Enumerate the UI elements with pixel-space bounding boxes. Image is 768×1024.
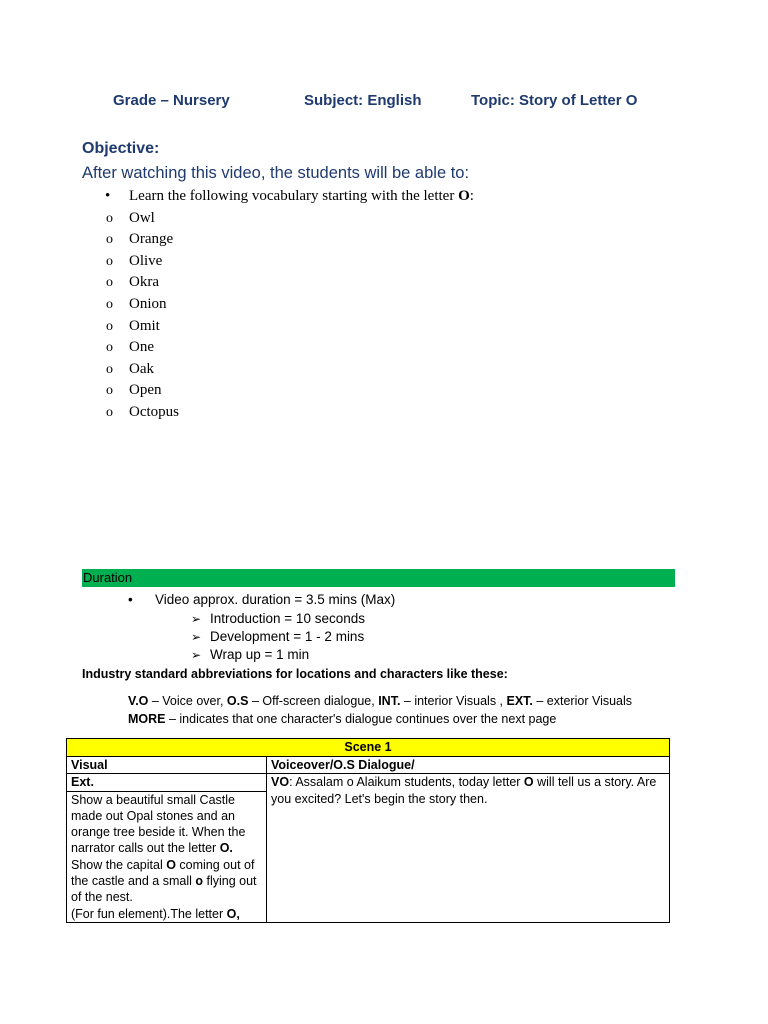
duration-main-text: Video approx. duration = 3.5 mins (Max) [155,592,396,607]
arrow-bullet-icon: ➢ [191,647,202,662]
circle-bullet-icon: o [106,404,113,420]
duration-heading-bar [82,569,675,587]
scene-title: Scene 1 [67,739,670,757]
duration-item: ➢ Wrap up = 1 min [191,646,310,662]
bullet-icon: • [105,188,111,204]
vocabulary-word: o Omit [104,316,474,338]
duration-breakdown-list [191,610,365,663]
circle-bullet-icon: o [106,210,113,226]
vocabulary-lead-text: Learn the following vocabulary starting with the letter [129,188,459,204]
duration-title: Duration [83,570,133,585]
circle-bullet-icon: o [106,275,113,291]
duration-item: ➢ Development = 1 - 2 mins [191,628,365,644]
objective-intro: After watching this video, the students will be able to: [82,164,470,182]
circle-bullet-icon: o [106,232,113,248]
objective-title: Objective: [82,140,160,157]
arrow-bullet-icon: ➢ [191,612,202,626]
visual-location-label: Ext. [67,774,267,791]
voiceover-cell: VO: Assalam o Alaikum students, today letter O will tell us a story. Are you excited? Let's begin the story then. [267,774,670,923]
abbreviations-title: Industry standard abbreviations for locations and characters like these: [82,667,508,681]
vocabulary-lead-item [104,186,474,208]
vocabulary-word: o Open [104,380,474,402]
vocabulary-lead-letter: O [458,188,470,204]
subject-label: Subject: English [304,92,422,109]
vocabulary-word: o Owl [104,208,474,230]
scene-table [66,738,670,923]
abbreviations-line-2: MORE – indicates that one character's dialogue continues over the next page [128,712,557,726]
bullet-icon: • [128,592,133,607]
topic-label: Topic: Story of Letter O [471,92,638,109]
circle-bullet-icon: o [106,383,113,399]
circle-bullet-icon: o [106,296,113,312]
vocabulary-word: o Oak [104,359,474,381]
vocabulary-list [104,186,474,424]
arrow-bullet-icon: ➢ [191,629,202,644]
vocabulary-word: o Octopus [104,402,474,424]
vocabulary-word: o Orange [104,229,474,251]
visual-description-cell: Show a beautiful small Castle made out Opal stones and an orange tree beside it. When the narrator calls out the letter O. Show the capital O coming out of the castle and a small o flying out of the nest. (For fun element).The letter O, [67,791,267,922]
circle-bullet-icon: o [106,340,113,356]
circle-bullet-icon: o [106,253,113,269]
column-header-visual: Visual [67,757,267,774]
vocabulary-word: o Onion [104,294,474,316]
vocabulary-word: o Olive [104,251,474,273]
vocabulary-lead-suffix: : [469,188,474,204]
circle-bullet-icon: o [106,318,113,334]
document-header [0,92,768,112]
column-header-voiceover: Voiceover/O.S Dialogue/ [267,757,670,774]
vocabulary-word: o One [104,337,474,359]
vocabulary-word: o Okra [104,272,474,294]
abbreviations-line-1: V.O – Voice over, O.S – Off-screen dialogue, INT. – interior Visuals , EXT. – exterior Visuals [128,694,633,708]
duration-item: ➢ Introduction = 10 seconds [191,611,365,626]
circle-bullet-icon: o [106,361,113,377]
grade-label: Grade – Nursery [113,92,230,109]
